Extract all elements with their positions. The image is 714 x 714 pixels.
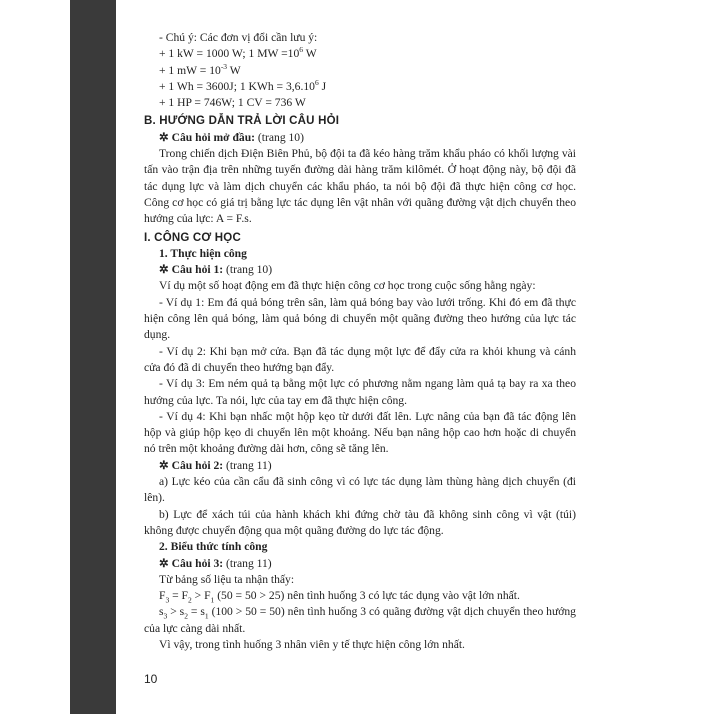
question-label: ✲ Câu hỏi 1: <box>159 263 224 277</box>
question-label: ✲ Câu hỏi 3: <box>159 556 224 570</box>
math-text: = F <box>169 589 188 603</box>
subscript: 3 <box>165 595 170 605</box>
section-b-heading: B. HƯỚNG DẪN TRẢ LỜI CÂU HỎI <box>144 115 340 128</box>
math-text: = s <box>187 605 205 619</box>
note-text: + 1 mW = 10 <box>159 63 221 77</box>
superscript: -3 <box>220 61 228 71</box>
page-number: 10 <box>144 672 158 686</box>
section-i-heading: I. CÔNG CƠ HỌC <box>144 231 241 244</box>
math-text: (100 > 50 = 50) nên tình huống 3 có quãng đường vật dịch chuyển theo hướng của lực càng dài nhất. <box>144 605 576 635</box>
superscript: 6 <box>299 45 304 55</box>
subscript: 2 <box>188 595 192 605</box>
note-text: + 1 Wh = 3600J; 1 KWh = 3,6.10 <box>159 79 315 93</box>
math-text: (50 = 50 > 25) nên tình huống 3 có lực tác dụng vào vật lớn nhất. <box>214 589 520 603</box>
open-question-heading <box>144 130 576 146</box>
note-text: W <box>303 47 317 61</box>
question-2-answer-a: a) Lực kéo của cần cẩu đã sinh công vì có lực tác dụng làm thùng hàng dịch chuyển (đi lên). <box>144 475 576 505</box>
question-2-heading <box>144 458 576 474</box>
note-line-2 <box>144 63 576 79</box>
math-text: s <box>159 605 164 619</box>
question-page-ref: (trang 10) <box>255 130 304 144</box>
example-3: - Ví dụ 3: Em ném quả tạ bằng một lực có phương nằm ngang làm quả tạ bay ra xa theo hướng của lực. Ta nói, lực của tay em đã thực hiện công. <box>144 377 576 407</box>
question-3-conclusion: Vì vậy, trong tình huống 3 nhân viên y tế thực hiện công lớn nhất. <box>159 637 465 651</box>
question-page-ref: (trang 10) <box>223 263 273 277</box>
question-page-ref: (trang 11) <box>223 556 272 570</box>
example-1: - Ví dụ 1: Em đá quả bóng trên sân, làm quả bóng bay vào lưới trống. Khi đó em đã thực hiện công lên quả bóng, làm quả bóng di chuyển một quãng đường theo hướng của lực tác dụng. <box>144 295 576 342</box>
note-line-1 <box>144 46 576 62</box>
note-text: W <box>227 63 241 77</box>
question-3-heading <box>144 556 576 572</box>
question-3-distance-comparison <box>144 604 576 637</box>
question-3-force-comparison <box>144 588 576 604</box>
note-text: J <box>318 79 327 93</box>
note-line-4: + 1 HP = 746W; 1 CV = 736 W <box>159 96 306 110</box>
math-text: F <box>159 589 166 603</box>
example-2: - Ví dụ 2: Khi bạn mở cửa. Bạn đã tác dụng một lực để đẩy cửa ra khỏi khung và cánh cửa đó đã di chuyển theo hướng bạn đẩy. <box>144 344 576 374</box>
subscript: 1 <box>204 611 209 621</box>
question-label: ✲ Câu hỏi mở đầu: <box>159 130 256 144</box>
math-text: > s <box>167 605 185 619</box>
subscript: 2 <box>184 611 188 621</box>
question-2-answer-b: b) Lực để xách túi của hành khách khi đứng chờ tàu đã không sinh công vì vật (túi) không được chuyển động qua một quãng đường do lực tác động. <box>144 507 576 537</box>
note-text: + 1 kW = 1000 W; 1 MW =10 <box>159 47 300 61</box>
notes-title: - Chú ý: Các đơn vị đổi cần lưu ý: <box>159 31 318 44</box>
question-page-ref: (trang 11) <box>223 458 272 472</box>
question-1-intro: Ví dụ một số hoạt động em đã thực hiện công cơ học trong cuộc sống hằng ngày: <box>159 279 536 293</box>
page-content <box>144 30 576 653</box>
open-question-answer: Trong chiến dịch Điện Biên Phủ, bộ đội ta đã kéo hàng trăm khẩu pháo có khối lượng vài tấn vào trận địa trên những tuyến đường dài hàng trăm kilômét. Ở hoạt động này, bộ đội đã tác dụng lực và làm dịch chuyển các khẩu pháo, ta nói bộ đội đã thực hiện công cơ học. Công cơ học có giá trị bằng lực tác dụng lên vật nhân với quãng đường vật dịch chuyển theo hướng của lực: A = F.s. <box>144 147 576 226</box>
question-label: ✲ Câu hỏi 2: <box>159 458 224 472</box>
subsection-1-heading: 1. Thực hiện công <box>159 246 247 260</box>
question-1-heading <box>144 262 576 278</box>
question-3-intro: Từ bảng số liệu ta nhận thấy: <box>159 572 295 586</box>
subscript: 3 <box>163 611 168 621</box>
note-line-3 <box>144 79 576 95</box>
book-page <box>116 0 600 714</box>
superscript: 6 <box>314 78 319 88</box>
subscript: 1 <box>210 595 215 605</box>
math-text: > F <box>191 589 211 603</box>
example-4: - Ví dụ 4: Khi bạn nhấc một hộp kẹo từ dưới đất lên. Lực nâng của bạn đã tác động lên hộp và giúp hộp kẹo di chuyển lên một khoảng. Nếu bạn nâng hộp cao hơn hoặc di chuyển nó trên một khoảng đường dài hơn, công sẽ tăng lên. <box>144 409 576 456</box>
subsection-2-heading: 2. Biểu thức tính công <box>159 540 268 554</box>
